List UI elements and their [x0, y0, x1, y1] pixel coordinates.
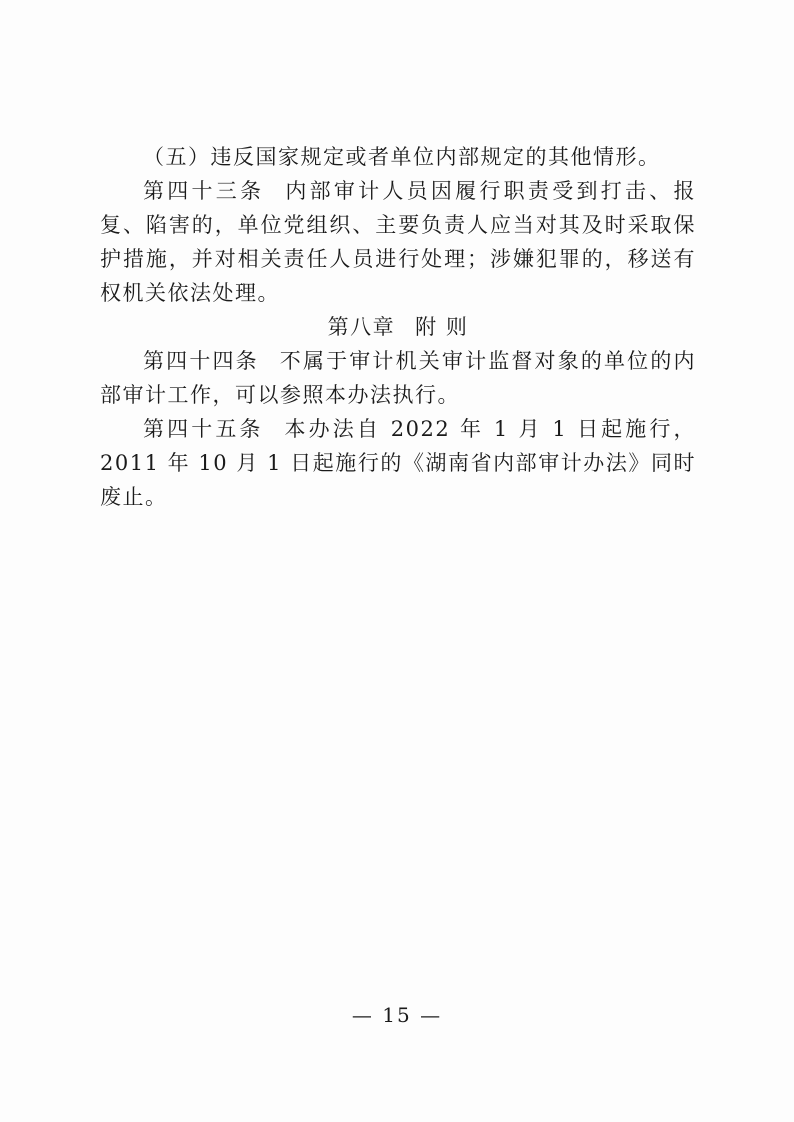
article-45-number: 第四十五条 — [143, 417, 264, 441]
chapter-title: 附 则 — [415, 315, 469, 339]
article-43-number: 第四十三条 — [143, 179, 265, 203]
chapter-number: 第八章 — [327, 315, 396, 339]
article-44 — [100, 344, 696, 412]
article-44-text: 不属于审计机关审计监督对象的单位的内部审计工作，可以参照本办法执行。 — [100, 349, 696, 407]
article-43-text: 内部审计人员因履行职责受到打击、报复、陷害的，单位党组织、主要负责人应当对其及时采取保护措施，并对相关责任人员进行处理；涉嫌犯罪的，移送有权机关依法处理。 — [100, 179, 697, 305]
article-44-number: 第四十四条 — [143, 349, 259, 373]
clause-5 — [100, 140, 696, 174]
chapter-heading — [100, 310, 696, 344]
page-number: — 15 — — [351, 1003, 443, 1027]
article-45-text: 本办法自 2022 年 1 月 1 日起施行，2011 年 10 月 1 日起施行的《湖南省内部审计办法》同时废止。 — [100, 417, 697, 509]
clause-5-text: （五）违反国家规定或者单位内部规定的其他情形。 — [143, 145, 661, 169]
article-43 — [100, 174, 696, 310]
document-body — [100, 140, 696, 514]
article-45 — [100, 412, 696, 514]
